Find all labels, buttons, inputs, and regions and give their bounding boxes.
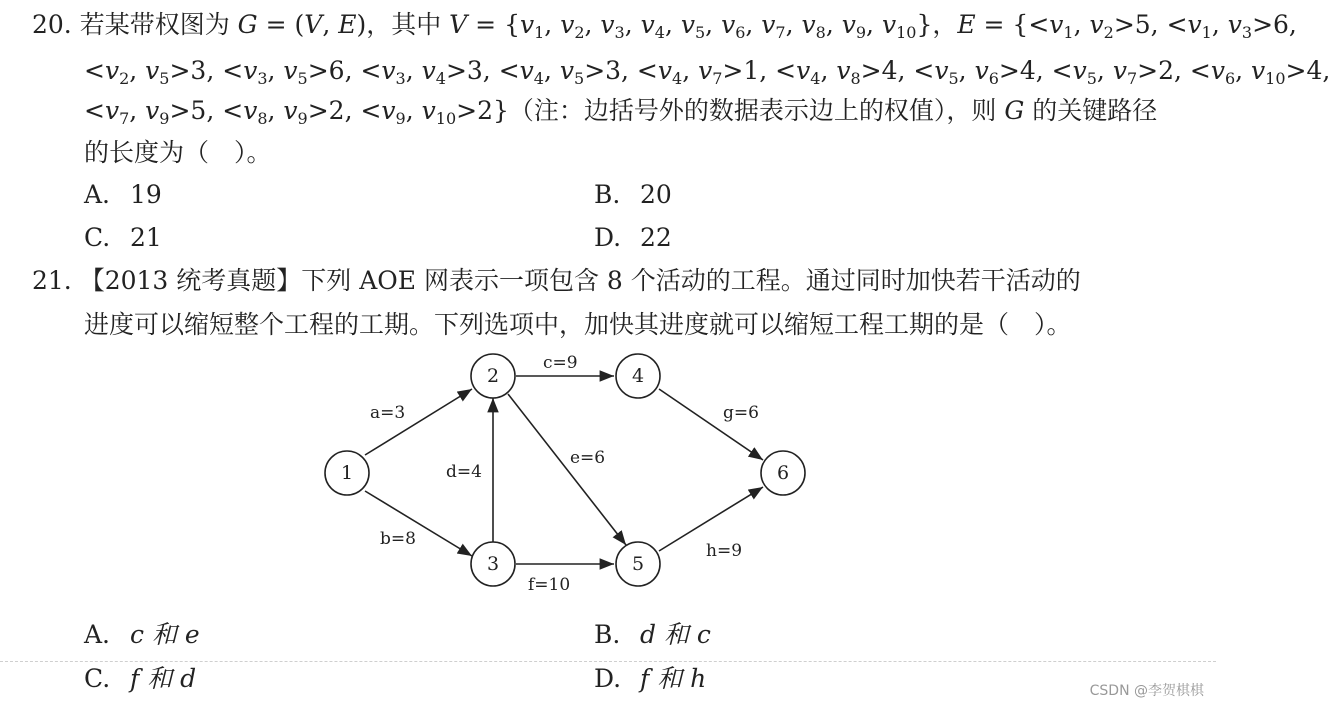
q21-option-b: B. d 和 c — [594, 620, 711, 649]
page-divider — [0, 661, 1216, 662]
q20-option-d: D. 22 — [594, 223, 672, 252]
watermark: CSDN @李贺棋棋 — [1089, 683, 1204, 699]
q21-option-d: D. f 和 h — [594, 664, 707, 693]
svg-text:6: 6 — [776, 462, 790, 484]
q20-option-c: C. 21 — [84, 223, 162, 252]
q20-line-4: 的长度为（ ）。 — [84, 138, 272, 167]
q20-option-b: B. 20 — [594, 180, 672, 209]
edge-label-h: h=9 — [706, 541, 743, 561]
q20-line-2: $<v_2$, $v_5>3$, $<v_3$, $v_5>6$, $<v_3$, $v_4>3$, $<v_4$, $v_5>3$, $<v_4$, $v_7>1$, $<v_4$, $v_8>4$, $<v_5$, $v_6>4$, $<v_5$, $v_7>2$, $<v_6$, $v_{10}>4$, — [84, 56, 1330, 88]
svg-text:5: 5 — [631, 553, 645, 575]
svg-text:1: 1 — [340, 462, 354, 484]
edge-2-5 — [508, 394, 626, 545]
edge-label-a: a=3 — [370, 403, 406, 423]
edge-label-d: d=4 — [446, 462, 482, 482]
edge-label-f: f=10 — [528, 575, 571, 595]
q21-line-1: 21. 【2013 统考真题】下列 AOE 网表示一项包含 8 个活动的工程。通过同时加快若干活动的 — [32, 266, 1081, 295]
q21-option-c: C. f 和 d — [84, 664, 197, 693]
node-5 — [616, 542, 660, 586]
q20-line-1: 20. 若某带权图为 G = (V, E)，其中 $V = \{v_1$, $v_2$, $v_3$, $v_4$, $v_5$, $v_6$, $v_7$, $v_8$, $v_9$, $v_{10}$}，$E = \{<v_1$, $v_2>5$, $<v_1$, $v_3>6$, — [32, 10, 1297, 42]
edge-label-b: b=8 — [380, 529, 416, 549]
node-1 — [325, 451, 369, 495]
q21-line-2: 进度可以缩短整个工程的工期。下列选项中，加快其进度就可以缩短工程工期的是（ ）。 — [84, 310, 1072, 339]
edge-4-6 — [659, 389, 763, 460]
svg-text:3: 3 — [486, 553, 500, 575]
q21-option-a: A. c 和 e — [84, 620, 200, 649]
node-3 — [471, 542, 515, 586]
svg-text:4: 4 — [631, 365, 645, 387]
edge-label-e: e=6 — [570, 448, 606, 468]
edge-label-g: g=6 — [723, 403, 759, 423]
node-2 — [471, 354, 515, 398]
node-4 — [616, 354, 660, 398]
q20-line-3: $<v_7$, $v_9>5$, $<v_8$, $v_9>2$, $<v_9$, $v_{10}>2$}（注：边括号外的数据表示边上的权值），则 G 的关键路径 — [84, 96, 1158, 128]
edge-label-c: c=9 — [543, 353, 578, 373]
node-6 — [761, 451, 805, 495]
q20-option-a: A. 19 — [84, 180, 162, 209]
svg-text:2: 2 — [486, 365, 500, 387]
